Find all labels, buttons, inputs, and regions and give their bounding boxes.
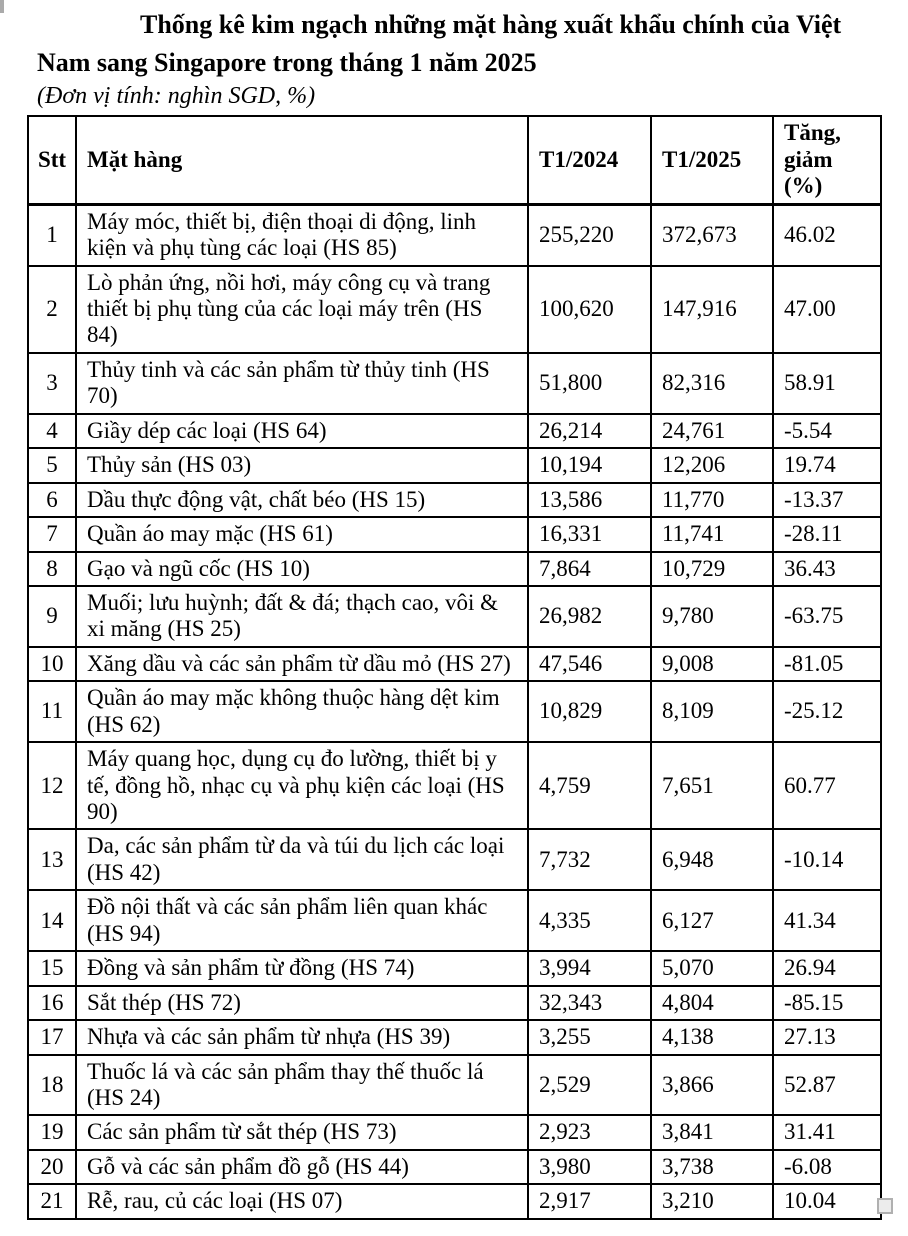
item-name-cell: Các sản phẩm từ sắt thép (HS 73)	[76, 1115, 528, 1149]
table-row	[28, 552, 881, 586]
t1-2025-value-cell: 5,070	[651, 951, 773, 985]
row-number-cell: 8	[28, 552, 76, 586]
row-number-cell: 2	[28, 266, 76, 353]
t1-2024-value-cell: 100,620	[528, 266, 651, 353]
t1-2025-value-cell: 7,651	[651, 742, 773, 829]
table-row	[28, 1020, 881, 1054]
change-percent-cell: 10.04	[773, 1184, 881, 1218]
row-number-cell: 21	[28, 1184, 76, 1218]
row-number-cell: 18	[28, 1055, 76, 1116]
item-name-cell: Máy quang học, dụng cụ đo lường, thiết bị y tế, đồng hồ, nhạc cụ và phụ kiện các loại (HS 90)	[76, 742, 528, 829]
table-row	[28, 1150, 881, 1184]
unit-note: (Đơn vị tính: nghìn SGD, %)	[37, 83, 316, 110]
item-name-cell: Dầu thực động vật, chất béo (HS 15)	[76, 483, 528, 517]
t1-2024-value-cell: 13,586	[528, 483, 651, 517]
t1-2025-value-cell: 10,729	[651, 552, 773, 586]
t1-2025-value-cell: 82,316	[651, 353, 773, 414]
change-percent-cell: 31.41	[773, 1115, 881, 1149]
row-number-cell: 20	[28, 1150, 76, 1184]
table-header-row	[28, 116, 881, 204]
t1-2025-value-cell: 4,138	[651, 1020, 773, 1054]
t1-2024-value-cell: 10,829	[528, 681, 651, 742]
table-row	[28, 986, 881, 1020]
item-name-cell: Đồ nội thất và các sản phẩm liên quan khác (HS 94)	[76, 890, 528, 951]
item-name-cell: Rễ, rau, củ các loại (HS 07)	[76, 1184, 528, 1218]
item-name-cell: Thủy tinh và các sản phẩm từ thủy tinh (HS 70)	[76, 353, 528, 414]
table-resize-handle-icon[interactable]	[877, 1198, 893, 1214]
table-row	[28, 681, 881, 742]
t1-2024-value-cell: 4,335	[528, 890, 651, 951]
change-percent-cell: 26.94	[773, 951, 881, 985]
change-percent-cell: 58.91	[773, 353, 881, 414]
t1-2024-value-cell: 26,982	[528, 586, 651, 647]
change-percent-cell: -6.08	[773, 1150, 881, 1184]
change-percent-cell: 47.00	[773, 266, 881, 353]
table-row	[28, 266, 881, 353]
t1-2025-value-cell: 3,841	[651, 1115, 773, 1149]
item-name-cell: Lò phản ứng, nồi hơi, máy công cụ và trang thiết bị phụ tùng của các loại máy trên (HS 84)	[76, 266, 528, 353]
row-number-cell: 3	[28, 353, 76, 414]
item-name-cell: Sắt thép (HS 72)	[76, 986, 528, 1020]
change-percent-cell: 60.77	[773, 742, 881, 829]
t1-2025-value-cell: 3,866	[651, 1055, 773, 1116]
table-row	[28, 517, 881, 551]
change-percent-cell: -10.14	[773, 829, 881, 890]
t1-2024-value-cell: 2,529	[528, 1055, 651, 1116]
row-number-cell: 1	[28, 204, 76, 265]
table-row	[28, 586, 881, 647]
t1-2024-value-cell: 4,759	[528, 742, 651, 829]
table-row	[28, 1184, 881, 1218]
table-row	[28, 829, 881, 890]
row-number-cell: 4	[28, 414, 76, 448]
t1-2024-value-cell: 51,800	[528, 353, 651, 414]
item-name-cell: Quần áo may mặc (HS 61)	[76, 517, 528, 551]
page-corner-artifact	[0, 0, 4, 13]
row-number-cell: 15	[28, 951, 76, 985]
t1-2024-value-cell: 47,546	[528, 647, 651, 681]
row-number-cell: 12	[28, 742, 76, 829]
t1-2025-value-cell: 24,761	[651, 414, 773, 448]
table-row	[28, 742, 881, 829]
t1-2025-value-cell: 372,673	[651, 204, 773, 265]
row-number-cell: 9	[28, 586, 76, 647]
table-row	[28, 890, 881, 951]
col-header-item: Mặt hàng	[76, 116, 528, 204]
item-name-cell: Thủy sản (HS 03)	[76, 448, 528, 482]
export-stats-table	[27, 115, 882, 1219]
change-percent-cell: 19.74	[773, 448, 881, 482]
item-name-cell: Da, các sản phẩm từ da và túi du lịch các loại (HS 42)	[76, 829, 528, 890]
col-header-t1-2025: T1/2025	[651, 116, 773, 204]
t1-2025-value-cell: 3,210	[651, 1184, 773, 1218]
item-name-cell: Thuốc lá và các sản phẩm thay thế thuốc lá (HS 24)	[76, 1055, 528, 1116]
t1-2024-value-cell: 7,732	[528, 829, 651, 890]
table-row	[28, 414, 881, 448]
t1-2025-value-cell: 4,804	[651, 986, 773, 1020]
item-name-cell: Đồng và sản phẩm từ đồng (HS 74)	[76, 951, 528, 985]
change-percent-cell: 46.02	[773, 204, 881, 265]
t1-2024-value-cell: 2,917	[528, 1184, 651, 1218]
t1-2024-value-cell: 255,220	[528, 204, 651, 265]
change-percent-cell: -13.37	[773, 483, 881, 517]
t1-2024-value-cell: 32,343	[528, 986, 651, 1020]
row-number-cell: 11	[28, 681, 76, 742]
t1-2024-value-cell: 3,980	[528, 1150, 651, 1184]
t1-2024-value-cell: 10,194	[528, 448, 651, 482]
t1-2025-value-cell: 12,206	[651, 448, 773, 482]
row-number-cell: 14	[28, 890, 76, 951]
col-header-stt: Stt	[28, 116, 76, 204]
row-number-cell: 10	[28, 647, 76, 681]
change-percent-cell: 41.34	[773, 890, 881, 951]
table-row	[28, 1055, 881, 1116]
row-number-cell: 7	[28, 517, 76, 551]
table-row	[28, 647, 881, 681]
change-percent-cell: 36.43	[773, 552, 881, 586]
item-name-cell: Nhựa và các sản phẩm từ nhựa (HS 39)	[76, 1020, 528, 1054]
item-name-cell: Gỗ và các sản phẩm đồ gỗ (HS 44)	[76, 1150, 528, 1184]
t1-2024-value-cell: 2,923	[528, 1115, 651, 1149]
t1-2025-value-cell: 11,770	[651, 483, 773, 517]
change-percent-cell: -63.75	[773, 586, 881, 647]
t1-2025-value-cell: 3,738	[651, 1150, 773, 1184]
t1-2025-value-cell: 6,127	[651, 890, 773, 951]
table-row	[28, 448, 881, 482]
t1-2024-value-cell: 26,214	[528, 414, 651, 448]
change-percent-cell: -28.11	[773, 517, 881, 551]
item-name-cell: Quần áo may mặc không thuộc hàng dệt kim (HS 62)	[76, 681, 528, 742]
change-percent-cell: 27.13	[773, 1020, 881, 1054]
t1-2025-value-cell: 9,008	[651, 647, 773, 681]
table-row	[28, 951, 881, 985]
item-name-cell: Máy móc, thiết bị, điện thoại di động, linh kiện và phụ tùng các loại (HS 85)	[76, 204, 528, 265]
change-percent-cell: -85.15	[773, 986, 881, 1020]
t1-2025-value-cell: 147,916	[651, 266, 773, 353]
item-name-cell: Xăng dầu và các sản phẩm từ dầu mỏ (HS 27)	[76, 647, 528, 681]
change-percent-cell: -81.05	[773, 647, 881, 681]
t1-2025-value-cell: 8,109	[651, 681, 773, 742]
table-row	[28, 1115, 881, 1149]
change-percent-cell: 52.87	[773, 1055, 881, 1116]
col-header-t1-2024: T1/2024	[528, 116, 651, 204]
row-number-cell: 6	[28, 483, 76, 517]
t1-2024-value-cell: 3,994	[528, 951, 651, 985]
t1-2024-value-cell: 3,255	[528, 1020, 651, 1054]
row-number-cell: 19	[28, 1115, 76, 1149]
row-number-cell: 16	[28, 986, 76, 1020]
item-name-cell: Muối; lưu huỳnh; đất & đá; thạch cao, vôi & xi măng (HS 25)	[76, 586, 528, 647]
table-row	[28, 353, 881, 414]
col-header-change-percent: Tăng, giảm (%)	[773, 116, 881, 204]
change-percent-cell: -5.54	[773, 414, 881, 448]
t1-2025-value-cell: 9,780	[651, 586, 773, 647]
table-row	[28, 483, 881, 517]
table-body	[28, 204, 881, 1219]
item-name-cell: Gạo và ngũ cốc (HS 10)	[76, 552, 528, 586]
item-name-cell: Giầy dép các loại (HS 64)	[76, 414, 528, 448]
t1-2024-value-cell: 16,331	[528, 517, 651, 551]
page-title: Thống kê kim ngạch những mặt hàng xuất khẩu chính của Việt Nam sang Singapore trong tháng 1 năm 2025	[37, 10, 842, 77]
row-number-cell: 17	[28, 1020, 76, 1054]
t1-2024-value-cell: 7,864	[528, 552, 651, 586]
t1-2025-value-cell: 11,741	[651, 517, 773, 551]
row-number-cell: 13	[28, 829, 76, 890]
table-row	[28, 204, 881, 265]
row-number-cell: 5	[28, 448, 76, 482]
change-percent-cell: -25.12	[773, 681, 881, 742]
t1-2025-value-cell: 6,948	[651, 829, 773, 890]
